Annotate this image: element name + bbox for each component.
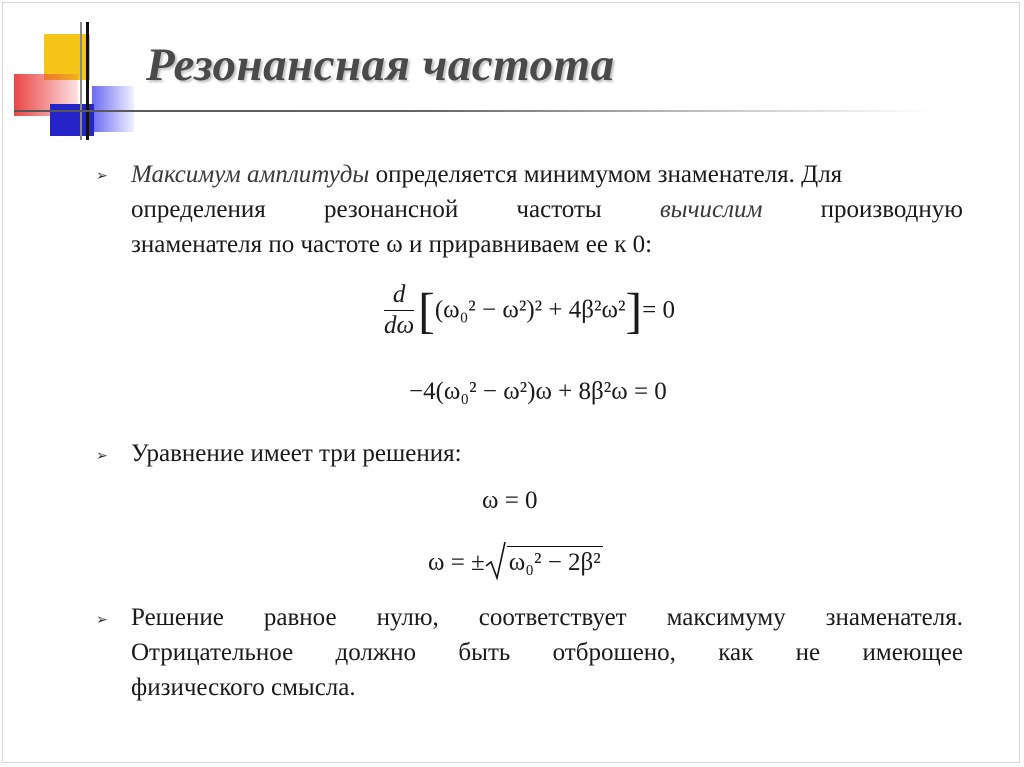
logo-vertical-line bbox=[86, 22, 89, 140]
equation-expanded: −4(ω₀² − ω²)ω + 8β²ω = 0 bbox=[409, 378, 667, 405]
logo-vertical-line-shadow bbox=[80, 22, 82, 140]
sqrt-symbol: ω₀² − 2β² bbox=[485, 540, 603, 582]
bullet-arrow-icon: ➢ bbox=[96, 168, 108, 184]
solution-zero: ω = 0 bbox=[482, 487, 538, 514]
paragraph-2: Уравнение имеет три решения: bbox=[131, 440, 462, 467]
paragraph-3-line-1: Решение равное нулю, соответствует максимуму знаменателя. bbox=[131, 604, 963, 631]
paragraph-1-line-1: Максимум амплитуды определяется минимумом знаменателя. Для bbox=[131, 161, 843, 188]
paragraph-3-line-3: физического смысла. bbox=[131, 674, 356, 701]
paragraph-1 bbox=[131, 157, 963, 262]
bullet-arrow-icon: ➢ bbox=[96, 448, 108, 464]
bullet-arrow-icon: ➢ bbox=[96, 612, 108, 628]
logo-light-blue-square bbox=[92, 86, 134, 132]
paragraph-1-line-2: определения резонансной частоты вычислим производную bbox=[131, 192, 963, 227]
paragraph-3-line-2: Отрицательное должно быть отброшено, как не имеющее bbox=[131, 639, 963, 666]
equation-derivative: $\frac{d}{d\omega}$ [(ω₀² − ω²)² + 4β²ω²]= 0 bbox=[384, 281, 675, 339]
italic-phrase-max-amplitude: Максимум амплитуды bbox=[131, 161, 370, 188]
slide-title: Резонансная частота bbox=[146, 39, 615, 91]
derivative-fraction: $\frac{d}{d\omega}$ bbox=[384, 281, 415, 339]
paragraph-1-line-3: знаменателя по частоте ω и приравниваем ее к 0: bbox=[131, 231, 653, 258]
title-underline bbox=[14, 110, 934, 112]
paragraph-3 bbox=[131, 600, 963, 705]
solution-resonance: ω = ± ω₀² − 2β² bbox=[428, 540, 603, 582]
italic-word-compute: вычислим bbox=[659, 196, 763, 223]
